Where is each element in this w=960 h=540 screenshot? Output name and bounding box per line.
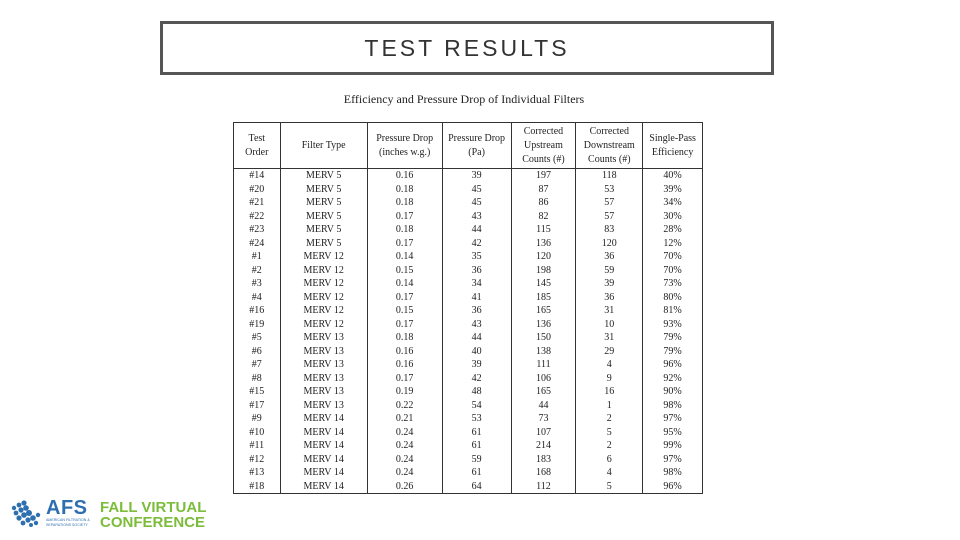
cell-test-order: #19 — [234, 318, 281, 332]
cell-test-order: #10 — [234, 426, 281, 440]
cell-downstream-counts: 4 — [576, 466, 643, 480]
cell-efficiency: 73% — [643, 277, 703, 291]
cell-upstream-counts: 197 — [511, 169, 576, 183]
table-row — [234, 399, 703, 413]
cell-downstream-counts: 31 — [576, 331, 643, 345]
cell-pressure-drop-pa: 41 — [442, 291, 511, 305]
cell-upstream-counts: 183 — [511, 453, 576, 467]
table-row — [234, 223, 703, 237]
table-row — [234, 372, 703, 386]
cell-upstream-counts: 165 — [511, 385, 576, 399]
cell-downstream-counts: 83 — [576, 223, 643, 237]
table-row — [234, 183, 703, 197]
table-row — [234, 169, 703, 183]
cell-efficiency: 28% — [643, 223, 703, 237]
cell-downstream-counts: 2 — [576, 439, 643, 453]
cell-upstream-counts: 120 — [511, 250, 576, 264]
cell-filter-type: MERV 13 — [280, 399, 367, 413]
cell-efficiency: 70% — [643, 250, 703, 264]
cell-efficiency: 95% — [643, 426, 703, 440]
cell-filter-type: MERV 14 — [280, 466, 367, 480]
cell-filter-type: MERV 14 — [280, 480, 367, 494]
table-row — [234, 210, 703, 224]
cell-test-order: #3 — [234, 277, 281, 291]
cell-upstream-counts: 82 — [511, 210, 576, 224]
cell-pressure-drop-inches: 0.22 — [367, 399, 442, 413]
cell-filter-type: MERV 12 — [280, 304, 367, 318]
cell-filter-type: MERV 14 — [280, 412, 367, 426]
header-filter-type: Filter Type — [280, 123, 367, 169]
cell-pressure-drop-inches: 0.17 — [367, 237, 442, 251]
cell-pressure-drop-inches: 0.16 — [367, 358, 442, 372]
cell-pressure-drop-inches: 0.24 — [367, 466, 442, 480]
cell-test-order: #2 — [234, 264, 281, 278]
cell-pressure-drop-inches: 0.14 — [367, 277, 442, 291]
cell-pressure-drop-inches: 0.24 — [367, 426, 442, 440]
table-row — [234, 250, 703, 264]
cell-pressure-drop-inches: 0.26 — [367, 480, 442, 494]
cell-filter-type: MERV 12 — [280, 291, 367, 305]
cell-upstream-counts: 107 — [511, 426, 576, 440]
afs-logo-name: AFS — [46, 497, 88, 519]
cell-filter-type: MERV 12 — [280, 277, 367, 291]
cell-downstream-counts: 57 — [576, 210, 643, 224]
cell-pressure-drop-pa: 43 — [442, 318, 511, 332]
cell-filter-type: MERV 14 — [280, 453, 367, 467]
cell-test-order: #13 — [234, 466, 281, 480]
cell-pressure-drop-inches: 0.18 — [367, 223, 442, 237]
cell-test-order: #24 — [234, 237, 281, 251]
cell-filter-type: MERV 13 — [280, 372, 367, 386]
cell-pressure-drop-inches: 0.16 — [367, 345, 442, 359]
cell-pressure-drop-inches: 0.19 — [367, 385, 442, 399]
cell-downstream-counts: 39 — [576, 277, 643, 291]
table-row — [234, 345, 703, 359]
header-efficiency: Single-Pass Efficiency — [643, 123, 703, 169]
cell-efficiency: 70% — [643, 264, 703, 278]
cell-downstream-counts: 2 — [576, 412, 643, 426]
slide-title: TEST RESULTS — [364, 34, 570, 61]
cell-filter-type: MERV 5 — [280, 169, 367, 183]
cell-downstream-counts: 57 — [576, 196, 643, 210]
cell-upstream-counts: 150 — [511, 331, 576, 345]
cell-downstream-counts: 5 — [576, 480, 643, 494]
cell-downstream-counts: 36 — [576, 250, 643, 264]
table-row — [234, 331, 703, 345]
results-table-body — [234, 169, 703, 494]
cell-efficiency: 81% — [643, 304, 703, 318]
cell-upstream-counts: 44 — [511, 399, 576, 413]
table-row — [234, 237, 703, 251]
cell-test-order: #7 — [234, 358, 281, 372]
conference-line-1: FALL VIRTUAL — [100, 499, 207, 516]
cell-efficiency: 80% — [643, 291, 703, 305]
cell-test-order: #1 — [234, 250, 281, 264]
cell-pressure-drop-pa: 34 — [442, 277, 511, 291]
cell-pressure-drop-inches: 0.17 — [367, 291, 442, 305]
cell-pressure-drop-pa: 61 — [442, 426, 511, 440]
cell-upstream-counts: 111 — [511, 358, 576, 372]
table-row — [234, 385, 703, 399]
cell-downstream-counts: 4 — [576, 358, 643, 372]
cell-filter-type: MERV 5 — [280, 237, 367, 251]
cell-filter-type: MERV 12 — [280, 250, 367, 264]
cell-pressure-drop-pa: 54 — [442, 399, 511, 413]
cell-filter-type: MERV 13 — [280, 358, 367, 372]
cell-test-order: #4 — [234, 291, 281, 305]
header-test-order: Test Order — [234, 123, 281, 169]
cell-pressure-drop-pa: 44 — [442, 331, 511, 345]
cell-pressure-drop-inches: 0.16 — [367, 169, 442, 183]
afs-logo-mark-icon — [10, 498, 44, 530]
cell-efficiency: 97% — [643, 453, 703, 467]
cell-upstream-counts: 168 — [511, 466, 576, 480]
cell-pressure-drop-pa: 48 — [442, 385, 511, 399]
cell-efficiency: 98% — [643, 399, 703, 413]
cell-efficiency: 40% — [643, 169, 703, 183]
cell-efficiency: 79% — [643, 331, 703, 345]
table-caption: Efficiency and Pressure Drop of Individual Filters — [343, 92, 585, 106]
table-row — [234, 358, 703, 372]
cell-filter-type: MERV 13 — [280, 331, 367, 345]
cell-pressure-drop-inches: 0.17 — [367, 318, 442, 332]
cell-upstream-counts: 214 — [511, 439, 576, 453]
cell-downstream-counts: 118 — [576, 169, 643, 183]
cell-filter-type: MERV 14 — [280, 439, 367, 453]
cell-efficiency: 30% — [643, 210, 703, 224]
cell-efficiency: 96% — [643, 358, 703, 372]
cell-test-order: #21 — [234, 196, 281, 210]
cell-upstream-counts: 185 — [511, 291, 576, 305]
cell-filter-type: MERV 5 — [280, 210, 367, 224]
slide-title-box — [160, 21, 774, 75]
conference-name — [100, 500, 206, 530]
table-row — [234, 412, 703, 426]
table-row — [234, 318, 703, 332]
table-row — [234, 196, 703, 210]
table-row — [234, 439, 703, 453]
cell-downstream-counts: 1 — [576, 399, 643, 413]
table-row — [234, 453, 703, 467]
cell-upstream-counts: 136 — [511, 318, 576, 332]
cell-pressure-drop-pa: 61 — [442, 439, 511, 453]
cell-pressure-drop-pa: 61 — [442, 466, 511, 480]
cell-downstream-counts: 10 — [576, 318, 643, 332]
cell-test-order: #5 — [234, 331, 281, 345]
cell-test-order: #18 — [234, 480, 281, 494]
header-downstream-counts: Corrected Downstream Counts (#) — [576, 123, 643, 169]
header-upstream-counts: Corrected Upstream Counts (#) — [511, 123, 576, 169]
cell-efficiency: 12% — [643, 237, 703, 251]
cell-pressure-drop-inches: 0.14 — [367, 250, 442, 264]
cell-upstream-counts: 112 — [511, 480, 576, 494]
table-row — [234, 426, 703, 440]
cell-filter-type: MERV 5 — [280, 183, 367, 197]
cell-filter-type: MERV 13 — [280, 385, 367, 399]
afs-logo — [10, 498, 210, 534]
cell-test-order: #14 — [234, 169, 281, 183]
cell-test-order: #11 — [234, 439, 281, 453]
header-pressure-drop-inches: Pressure Drop (inches w.g.) — [367, 123, 442, 169]
cell-pressure-drop-pa: 40 — [442, 345, 511, 359]
cell-downstream-counts: 9 — [576, 372, 643, 386]
cell-filter-type: MERV 12 — [280, 318, 367, 332]
cell-pressure-drop-inches: 0.24 — [367, 439, 442, 453]
cell-pressure-drop-pa: 42 — [442, 372, 511, 386]
cell-downstream-counts: 31 — [576, 304, 643, 318]
afs-logo-fullname: AMERICAN FILTRATION & SEPARATIONS SOCIETY — [46, 518, 90, 527]
cell-upstream-counts: 115 — [511, 223, 576, 237]
cell-pressure-drop-pa: 59 — [442, 453, 511, 467]
cell-test-order: #8 — [234, 372, 281, 386]
cell-efficiency: 92% — [643, 372, 703, 386]
results-table — [233, 122, 703, 494]
table-row — [234, 304, 703, 318]
cell-upstream-counts: 145 — [511, 277, 576, 291]
cell-efficiency: 99% — [643, 439, 703, 453]
cell-pressure-drop-pa: 42 — [442, 237, 511, 251]
cell-pressure-drop-pa: 44 — [442, 223, 511, 237]
cell-pressure-drop-inches: 0.15 — [367, 304, 442, 318]
cell-test-order: #12 — [234, 453, 281, 467]
cell-filter-type: MERV 5 — [280, 196, 367, 210]
cell-upstream-counts: 165 — [511, 304, 576, 318]
cell-test-order: #15 — [234, 385, 281, 399]
table-header-row — [234, 123, 703, 169]
cell-downstream-counts: 5 — [576, 426, 643, 440]
cell-test-order: #17 — [234, 399, 281, 413]
cell-pressure-drop-inches: 0.21 — [367, 412, 442, 426]
cell-filter-type: MERV 14 — [280, 426, 367, 440]
cell-efficiency: 34% — [643, 196, 703, 210]
cell-pressure-drop-inches: 0.18 — [367, 196, 442, 210]
cell-pressure-drop-inches: 0.18 — [367, 183, 442, 197]
cell-pressure-drop-pa: 64 — [442, 480, 511, 494]
cell-upstream-counts: 136 — [511, 237, 576, 251]
cell-test-order: #6 — [234, 345, 281, 359]
cell-downstream-counts: 6 — [576, 453, 643, 467]
cell-upstream-counts: 87 — [511, 183, 576, 197]
conference-line-2: CONFERENCE — [100, 514, 206, 531]
cell-filter-type: MERV 12 — [280, 264, 367, 278]
cell-downstream-counts: 36 — [576, 291, 643, 305]
cell-upstream-counts: 86 — [511, 196, 576, 210]
cell-pressure-drop-pa: 53 — [442, 412, 511, 426]
cell-test-order: #20 — [234, 183, 281, 197]
cell-pressure-drop-inches: 0.18 — [367, 331, 442, 345]
cell-pressure-drop-pa: 43 — [442, 210, 511, 224]
cell-efficiency: 93% — [643, 318, 703, 332]
table-row — [234, 277, 703, 291]
table-row — [234, 466, 703, 480]
table-row — [234, 480, 703, 494]
cell-efficiency: 97% — [643, 412, 703, 426]
cell-downstream-counts: 59 — [576, 264, 643, 278]
cell-downstream-counts: 53 — [576, 183, 643, 197]
cell-test-order: #9 — [234, 412, 281, 426]
cell-downstream-counts: 120 — [576, 237, 643, 251]
cell-filter-type: MERV 5 — [280, 223, 367, 237]
cell-downstream-counts: 16 — [576, 385, 643, 399]
cell-efficiency: 90% — [643, 385, 703, 399]
cell-pressure-drop-pa: 36 — [442, 304, 511, 318]
cell-filter-type: MERV 13 — [280, 345, 367, 359]
cell-efficiency: 96% — [643, 480, 703, 494]
cell-upstream-counts: 138 — [511, 345, 576, 359]
cell-pressure-drop-pa: 45 — [442, 196, 511, 210]
cell-pressure-drop-pa: 39 — [442, 358, 511, 372]
cell-efficiency: 98% — [643, 466, 703, 480]
cell-pressure-drop-pa: 39 — [442, 169, 511, 183]
cell-upstream-counts: 73 — [511, 412, 576, 426]
cell-efficiency: 79% — [643, 345, 703, 359]
cell-pressure-drop-pa: 45 — [442, 183, 511, 197]
cell-efficiency: 39% — [643, 183, 703, 197]
header-pressure-drop-pa: Pressure Drop (Pa) — [442, 123, 511, 169]
cell-test-order: #22 — [234, 210, 281, 224]
table-row — [234, 291, 703, 305]
cell-pressure-drop-pa: 35 — [442, 250, 511, 264]
cell-pressure-drop-inches: 0.15 — [367, 264, 442, 278]
cell-pressure-drop-inches: 0.17 — [367, 372, 442, 386]
cell-downstream-counts: 29 — [576, 345, 643, 359]
cell-pressure-drop-inches: 0.17 — [367, 210, 442, 224]
table-row — [234, 264, 703, 278]
cell-test-order: #16 — [234, 304, 281, 318]
cell-pressure-drop-pa: 36 — [442, 264, 511, 278]
cell-upstream-counts: 198 — [511, 264, 576, 278]
cell-upstream-counts: 106 — [511, 372, 576, 386]
cell-pressure-drop-inches: 0.24 — [367, 453, 442, 467]
cell-test-order: #23 — [234, 223, 281, 237]
